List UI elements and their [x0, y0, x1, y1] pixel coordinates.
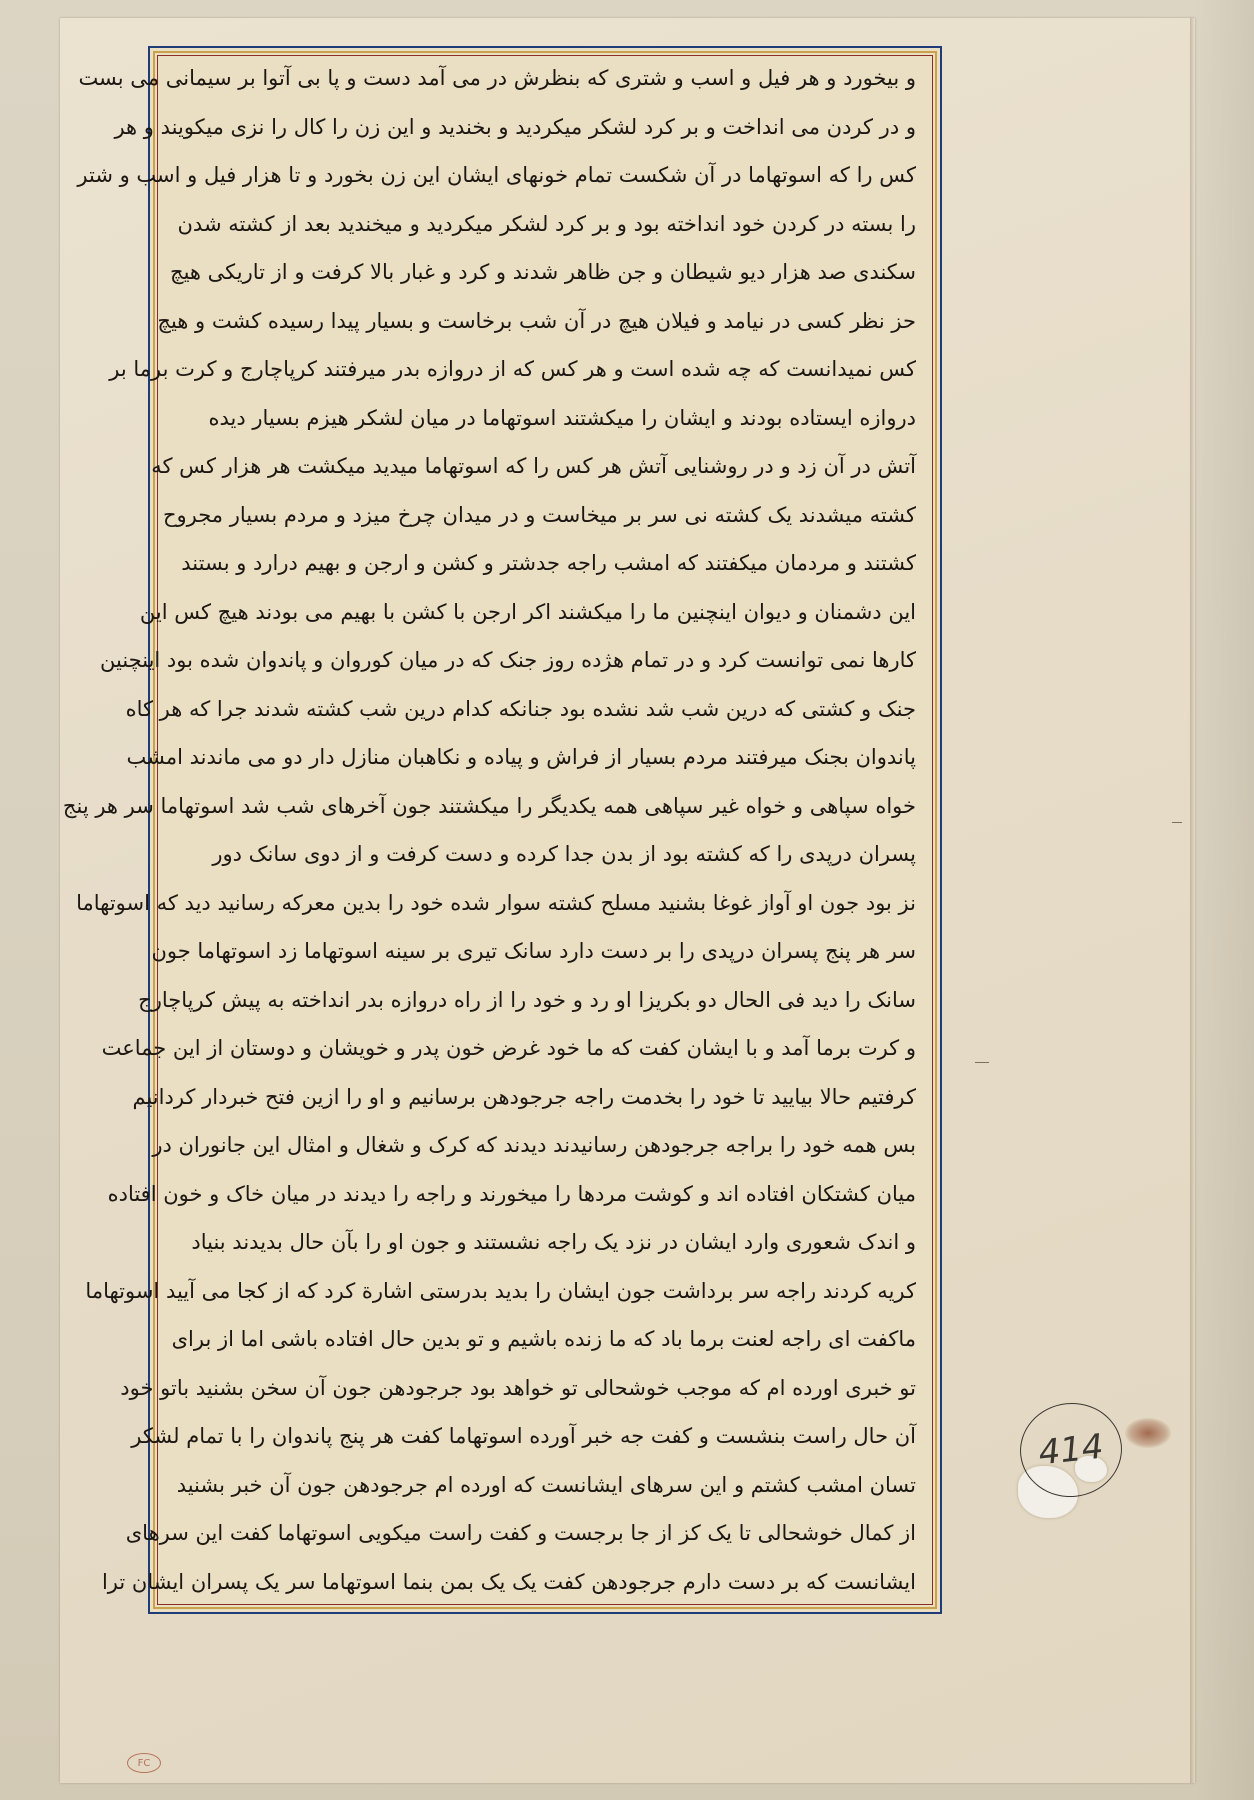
- text-line: ایشانست که بر دست دارم جرجودهن کفت یک یک بمن بنما اسوتهاما سر یک پسران ایشان ترا: [101, 1569, 916, 1594]
- text-line: کس را که اسوتهاما در آن شکست تمام خونهای ایشان این زن بخورد و تا هزار فیل و اسب و شتر: [77, 163, 916, 188]
- text-line: آتش در آن زد و در روشنایی آتش هر کس را که اسوتهاما میدید میکشت هر هزار کس که: [151, 454, 916, 479]
- text-line: خواه سپاهی و خواه غیر سپاهی همه یکدیگر را میکشتند جون آخرهای شب شد اسوتهاما سر هر پنج: [62, 793, 916, 818]
- text-line: از کمال خوشحالی تا یک کز از جا برجست و کفت راست میکویی اسوتهاما کفت این سرهای: [125, 1521, 916, 1546]
- text-line: و کرت برما آمد و با ایشان کفت که ما خود غرض خون پدر و خویشان و دوستان از این جماعت: [101, 1036, 916, 1061]
- text-line: سکندی صد هزار دیو شیطان و جن ظاهر شدند و کرد و غبار بالا کرفت و از تاریکی هیچ: [170, 260, 916, 285]
- text-line: تو خبری اورده ام که موجب خوشحالی تو خواهد بود جرجودهن جون آن سخن بشنید باتو خود: [120, 1375, 916, 1400]
- text-line: سانک را دید فی الحال دو بکریزا او رد و خود را از راه دروازه بدر انداخته به پیش کرپاچارج: [138, 987, 916, 1012]
- text-line: این دشمنان و دیوان اینچنین ما را میکشند اکر ارجن با کشن با بهیم می بودند هیچ کس این: [139, 599, 916, 624]
- folio-number: 414: [1015, 1398, 1126, 1502]
- folio-edge-shadow: [1190, 18, 1195, 1783]
- text-line: بس همه خود را براجه جرجودهن رسانیدند دیدند که کرک و شغال و امثال این جانوران در: [152, 1133, 916, 1158]
- text-line: دروازه ایستاده بودند و ایشان را میکشتند اسوتهاما در میان لشکر هیزم بسیار دیده: [208, 405, 916, 430]
- text-line: کشتند و مردمان میکفتند که امشب راجه جدشتر و کشن و ارجن و بهیم درارد و بستند: [181, 551, 916, 576]
- margin-mark: [975, 1062, 989, 1063]
- text-lines: [62, 66, 916, 1594]
- text-line: و در کردن می انداخت و بر کرد لشکر میکردید و بخندید و این زن را کال را نزی میکویند و هر: [114, 114, 916, 139]
- text-line: نز بود جون او آواز غوغا بشنید مسلح کشته سوار شده خود را بدین معرکه رسانید دید که اسوتهاما: [76, 890, 916, 915]
- text-line: و بیخورد و هر فیل و اسب و شتری که بنظرش در می آمد دست و پا بی آتوا بر سیمانی می بست: [78, 66, 916, 90]
- text-line: جنک و کشتی که درین شب شد نشده بود جنانکه کدام درین شب کشته شدند جرا که هر کاه: [125, 696, 916, 721]
- text-line: تسان امشب کشتم و این سرهای ایشانست که اورده ام جرجودهن جون آن خبر بشنید: [176, 1472, 916, 1497]
- text-line: کس نمیدانست که چه شده است و هر کس که از دروازه بدر میرفتند کرپاچارج و کرت برما بر: [109, 357, 916, 382]
- text-line: کرفتیم حالا بیایید تا خود را بخدمت راجه جرجودهن برسانیم و او را ازین فتح خبردار کردانیم: [132, 1084, 916, 1109]
- text-line: کشته میشدند یک کشته نی سر بر میخاست و در میدان چرخ میزد و مردم بسیار مجروح: [162, 502, 916, 527]
- text-line: کریه کردند راجه سر برداشت جون ایشان را بدید بدرستی اشارة کرد که از کجا می آیید اسوتهاما: [85, 1278, 916, 1303]
- text-block: [62, 46, 942, 1614]
- text-line: را بسته در کردن خود انداخته بود و بر کرد لشکر میکردید و میخندید بعد از کشته شدن: [177, 211, 916, 236]
- manuscript-folio: [60, 18, 1195, 1783]
- stain-spot: [1125, 1418, 1171, 1448]
- collector-stamp: FC: [127, 1753, 161, 1773]
- margin-mark: [1172, 822, 1182, 823]
- text-line: میان کشتکان افتاده اند و کوشت مردها را میخورند و راجه را دیدند در میان خاک و خون افتاده: [107, 1181, 916, 1206]
- text-line: سر هر پنج پسران درپدی را بر دست دارد سانک تیری بر سینه اسوتهاما زد اسوتهاما جون: [151, 939, 916, 964]
- mount-edge-shadow: [1194, 0, 1254, 1800]
- text-line: ماکفت ای راجه لعنت برما باد که ما زنده باشیم و تو بدین حال افتاده باشی اما از برای: [171, 1327, 916, 1352]
- text-line: حز نظر کسی در نیامد و فیلان هیچ در آن شب برخاست و بسیار پیدا رسیده کشت و هیچ: [157, 308, 916, 333]
- text-line: پاندوان بجنک میرفتند مردم بسیار از فراش و پیاده و نکاهبان منازل دار دو می ماندند امشب: [126, 745, 916, 770]
- text-line: پسران درپدی را که کشته بود از بدن جدا کرده و دست کرفت و از دوی سانک دور: [212, 842, 916, 867]
- text-line: آن حال راست بنشست و کفت جه خبر آورده اسوتهاما کفت هر پنج پاندوان را با تمام لشکر: [131, 1424, 916, 1449]
- text-line: و اندک شعوری وارد ایشان در نزد یک راجه نشستند و جون او را بآن حال بدیدند بنیاد: [191, 1230, 916, 1255]
- text-line: کارها نمی توانست کرد و در تمام هژده روز جنک که در میان کوروان و پاندوان شده بود اینچنین: [100, 648, 916, 673]
